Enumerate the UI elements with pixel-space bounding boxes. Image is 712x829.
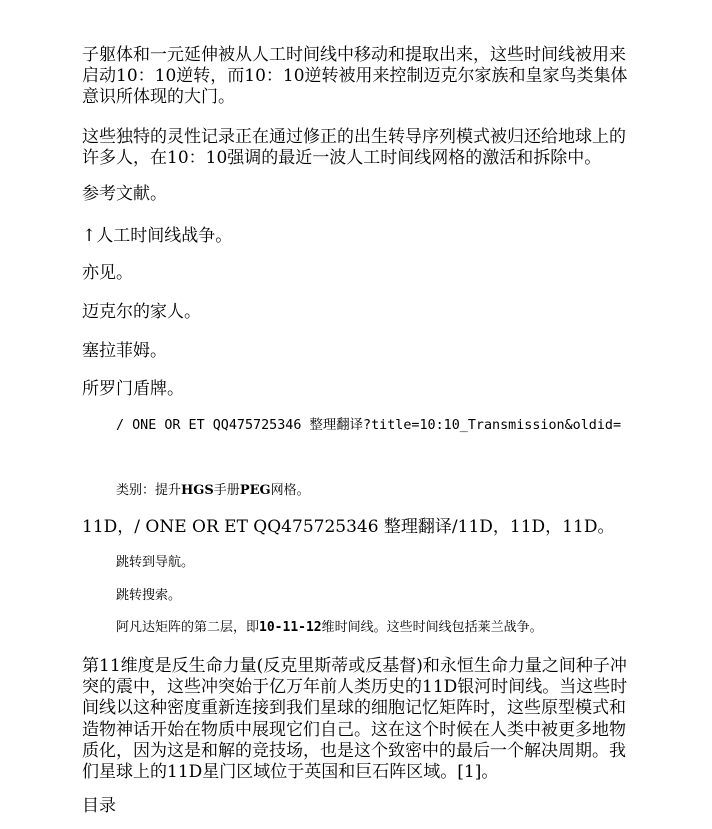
category-peg-link[interactable]: PEG — [239, 483, 271, 498]
jump-to-navigation-link[interactable]: 跳转到导航。 — [116, 555, 195, 570]
category-prefix: 类别：提升 — [116, 483, 182, 498]
see-also-heading: 亦见。 — [82, 263, 133, 283]
paragraph-1 — [82, 45, 642, 108]
category-mid: 手册 — [213, 483, 240, 498]
paragraph-2 — [82, 127, 642, 169]
table-of-contents-heading: 目录 — [82, 796, 116, 816]
solomon-shield-link[interactable]: 所罗门盾牌。 — [82, 379, 184, 399]
references-heading: 参考文献。 — [82, 184, 167, 204]
matrix-suffix: 维时间线。这些时间线包括莱兰战争。 — [321, 620, 543, 635]
category-hgs-link[interactable]: HGS — [181, 483, 214, 498]
page-title-11d: 11D，/ ONE OR ET QQ475725346 整理翻译/11D，11D，11D。 — [82, 517, 615, 537]
source-url-line: / ONE OR ET QQ475725346 整理翻译?title=10:10_Transmission&oldid= — [116, 418, 622, 433]
paragraph-11d — [82, 656, 642, 783]
matrix-prefix: 阿凡达矩阵的第二层，即 — [116, 620, 260, 635]
artificial-timeline-war-link[interactable]: ↑人工时间线战争。 — [82, 226, 233, 246]
paragraph-2-text: 这些独特的灵性记录正在通过修正的出生转导序列模式被归还给地球上的许多人，在10：10强调的最近一波人工时间线网格的激活和拆除中。 — [82, 127, 626, 168]
category-suffix: 网格。 — [270, 483, 310, 498]
category-line — [116, 482, 310, 499]
paragraph-1-text: 子躯体和一元延伸被从人工时间线中移动和提取出来，这些时间线被用来启动10：10逆转，而10：10逆转被用来控制迈克尔家族和皇家鸟类集体意识所体现的大门。 — [82, 45, 628, 107]
michael-family-link[interactable]: 迈克尔的家人。 — [82, 302, 201, 322]
seraphim-link[interactable]: 塞拉菲姆。 — [82, 341, 167, 361]
avatar-matrix-line — [116, 619, 543, 636]
jump-to-search-link[interactable]: 跳转搜索。 — [116, 588, 182, 603]
paragraph-11d-text: 第11维度是反生命力量(反克里斯蒂或反基督)和永恒生命力量之间种子冲突的震中，这些冲突始于亿万年前人类历史的11D银河时间线。当这些时间线以这种密度重新连接到我们星球的细胞记忆矩阵时，这些原型模式和造物神话开始在物质中展现它们自己。这在这个时候在人类中被更多地物质化，因为这是和解的竞技场，也是这个致密中的最后一个解决周期。我们星球上的11D星门区域位于英国和巨石阵区域。[1]。 — [82, 656, 628, 783]
matrix-dimensions: 10-11-12 — [259, 620, 322, 635]
